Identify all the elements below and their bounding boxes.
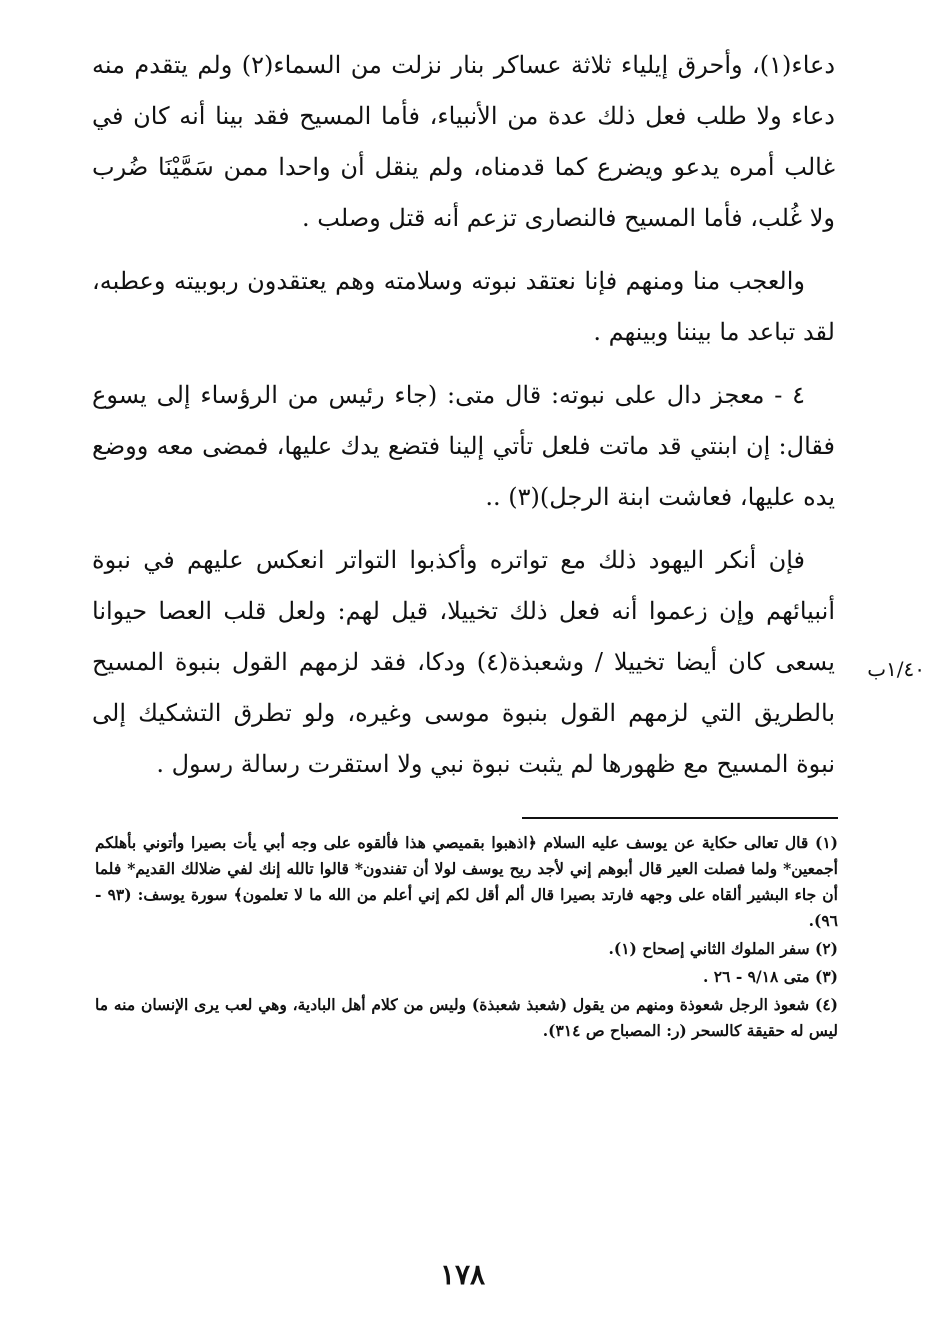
paragraph-1: دعاء(١)، وأحرق إيلياء ثلاثة عساكر بنار نزلت من السماء(٢) ولم يتقدم منه دعاء ولا طلب فعل ذلك عدة من الأنبياء، فأما المسيح فقد بينا أنه كان في غالب أمره يدعو ويضرع كما قدمناه، ولم ينقل أن واحدا ممن سَمَّيْنَا ضُرب ولا غُلب، فأما المسيح فالنصارى تزعم أنه قتل وصلب . <box>92 51 836 232</box>
footnote-4: (٤) شعوذ الرجل شعوذة ومنهم من يقول (شعبذ شعبذة) وليس من كلام أهل البادية، وهي لعب يرى الإنسان منه ما ليس له حقيقة كالسحر (ر: المصباح ص ٣١٤). <box>95 995 838 1040</box>
footnote-3: (٣) متى ٩/١٨ - ٢٦ . <box>702 967 838 986</box>
footnotes-block <box>95 830 838 1046</box>
paragraph-2: والعجب منا ومنهم فإنا نعتقد نبوته وسلامته وهم يعتقدون ربوبيته وعطبه، لقد تباعد ما بيننا وبينهم . <box>92 267 835 346</box>
main-text-block <box>92 40 835 802</box>
manuscript-folio-marker: ١/٤٠ب <box>867 657 925 681</box>
paragraph-4: فإن أنكر اليهود ذلك مع تواتره وأكذبوا التواتر انعكس عليهم في نبوة أنبيائهم وإن زعموا أنه فعل ذلك تخييلا، قيل لهم: ولعل قلب العصا حيوانا يسعى كان أيضا تخييلا / وشعبذة(٤) ودكا، فقد لزمهم القول بنبوة المسيح بالطريق التي لزمهم القول بنبوة موسى وغيره، ولو تطرق التشكيك إلى نبوة المسيح مع ظهورها لم يثبت نبوة نبي ولا استقرت رسالة رسول . <box>92 546 835 778</box>
footnote-2: (٢) سفر الملوك الثاني إصحاح (١). <box>608 939 838 958</box>
footnote-1: (١) قال تعالى حكاية عن يوسف عليه السلام ﴿اذهبوا بقميصي هذا فألقوه على وجه أبي يأت بصيرا وأتوني بأهلكم أجمعين* ولما فصلت العير قال أبوهم إني لأجد ريح يوسف لولا أن تفندون* قالوا تالله إنك لفي ضلالك القديم* فلما أن جاء البشير ألقاه على وجهه فارتد بصيرا قال ألم أقل لكم إني أعلم من الله ما لا تعلمون﴾ سورة يوسف: (٩٣ - ٩٦). <box>95 833 838 930</box>
page-number: ١٧٨ <box>439 1258 486 1291</box>
footnote-separator <box>522 817 838 819</box>
paragraph-3: ٤ - معجز دال على نبوته: قال متى: (جاء رئيس من الرؤساء إلى يسوع فقال: إن ابنتي قد ماتت فلعل تأتي إلينا فتضع يدك عليها، فمضى معه ووضع يده عليها، فعاشت ابنة الرجل)(٣) .. <box>92 381 835 511</box>
